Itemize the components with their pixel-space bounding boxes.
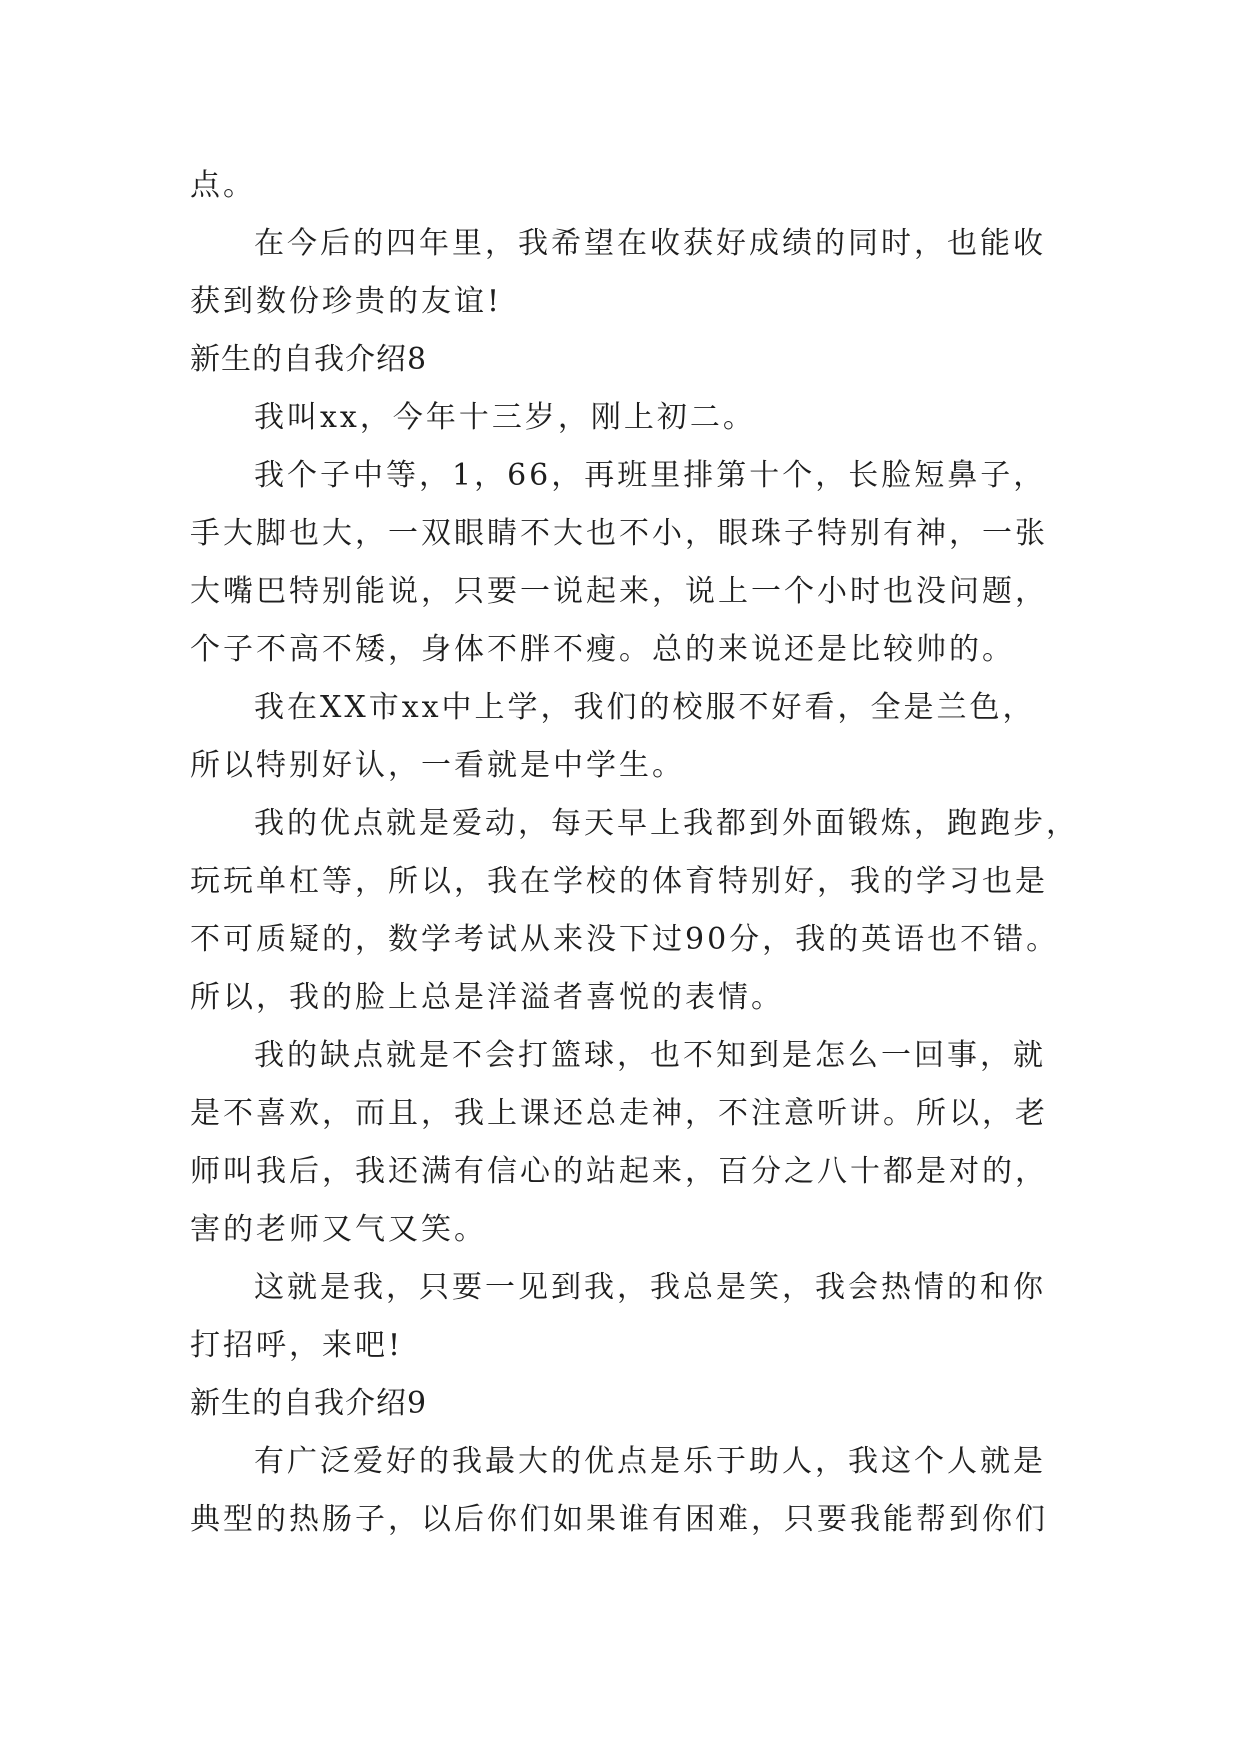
paragraph-line: 打招呼，来吧!	[190, 1328, 404, 1363]
paragraph-line: 所以，我的脸上总是洋溢者喜悦的表情。	[190, 980, 784, 1015]
paragraph-line: 我在XX市xx中上学，我们的校服不好看，全是兰色，	[254, 690, 1036, 725]
paragraph-line: 是不喜欢，而且，我上课还总走神，不注意听讲。所以，老	[190, 1096, 1048, 1131]
paragraph-line: 有广泛爱好的我最大的优点是乐于助人，我这个人就是	[254, 1444, 1046, 1479]
paragraph-line: 不可质疑的，数学考试从来没下过90分，我的英语也不错。	[190, 922, 1060, 957]
paragraph-line: 手大脚也大，一双眼睛不大也不小，眼珠子特别有神，一张	[190, 516, 1048, 551]
paragraph-line: 师叫我后，我还满有信心的站起来，百分之八十都是对的，	[190, 1154, 1048, 1189]
paragraph-line: 典型的热肠子，以后你们如果谁有困难，只要我能帮到你们	[190, 1502, 1048, 1537]
paragraph-line: 大嘴巴特别能说，只要一说起来，说上一个小时也没问题，	[190, 574, 1048, 609]
paragraph-line: 我个子中等，1，66，再班里排第十个，长脸短鼻子，	[254, 458, 1047, 493]
paragraph-line: 这就是我，只要一见到我，我总是笑，我会热情的和你	[254, 1270, 1046, 1305]
paragraph-line: 所以特别好认，一看就是中学生。	[190, 748, 685, 783]
section-heading: 新生的自我介绍8	[190, 342, 428, 377]
paragraph-line: 个子不高不矮，身体不胖不瘦。总的来说还是比较帅的。	[190, 632, 1015, 667]
paragraph-line: 我的缺点就是不会打篮球，也不知到是怎么一回事，就	[254, 1038, 1046, 1073]
section-heading: 新生的自我介绍9	[190, 1386, 428, 1421]
paragraph-line: 点。	[190, 168, 256, 203]
paragraph-line: 害的老师又气又笑。	[190, 1212, 487, 1247]
paragraph-line: 获到数份珍贵的友谊!	[190, 284, 503, 319]
paragraph-line: 我叫xx，今年十三岁，刚上初二。	[254, 400, 756, 435]
paragraph-line: 我的优点就是爱动，每天早上我都到外面锻炼，跑跑步，	[254, 806, 1079, 841]
paragraph-line: 玩玩单杠等，所以，我在学校的体育特别好，我的学习也是	[190, 864, 1048, 899]
paragraph-line: 在今后的四年里，我希望在收获好成绩的同时，也能收	[254, 226, 1046, 261]
